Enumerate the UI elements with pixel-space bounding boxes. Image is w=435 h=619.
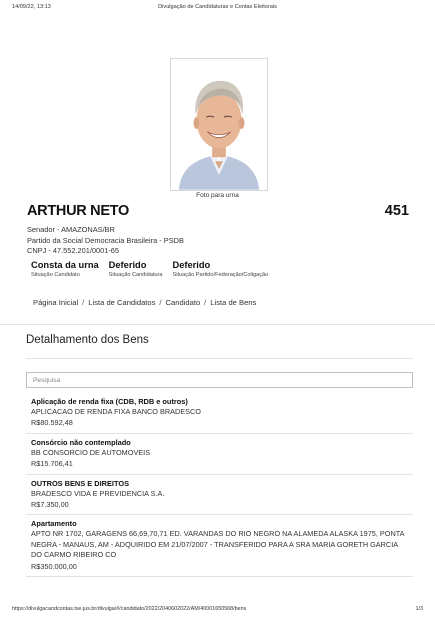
asset-item [26,475,413,516]
status-value: Deferido [108,260,147,270]
search-input[interactable] [26,372,413,388]
print-header [12,4,423,14]
asset-item [26,515,413,577]
asset-description: APTO NR 1702, GARAGENS 66,69,70,71 ED. VARANDAS DO RIO NEGRO NA ALAMEDA ALASKA 1975, PONTA NEGRA - MANAUS, AM - ADQUIRIDO EM 21/07/2007 - TRANSFERIDO PARA A SRA MARIA GORETH GARCIA DO CARMO RIBEIRO CO [31,529,405,560]
asset-category: OUTROS BENS E DIREITOS [31,478,130,488]
print-url: https://divulgacandcontas.tse.jus.br/divulga/#/candidato/2022/2040602022/AM/40001650568/bens [12,606,247,612]
candidate-party: Partido da Social Democracia Brasileira - PSDB [27,235,184,245]
print-page-title: Divulgação de Candidaturas e Contas Eleitorais [158,4,277,10]
candidate-office: Senador - AMAZONAS/BR [27,225,115,234]
section-title: Detalhamento dos Bens [26,334,149,346]
print-datetime: 14/09/22, 13:13 [12,4,51,10]
status-label: Situação Candidato [31,272,80,278]
asset-description: BRADESCO VIDA E PREVIDENCIA S.A. [31,488,165,498]
breadcrumb-separator: / [204,298,207,307]
candidate-name: ARTHUR NETO [27,203,129,219]
divider [0,324,435,325]
status-row [31,260,278,279]
status-candidate [31,260,99,279]
status-label: Situação Candidatura [108,272,163,278]
status-value: Deferido [172,260,211,270]
candidate-cnpj: CNPJ - 47.552.201/0001-65 [27,246,120,255]
status-candidacy [109,260,163,279]
asset-item [26,434,413,475]
print-footer [12,606,423,616]
asset-item [26,393,413,434]
breadcrumb [33,298,256,307]
asset-description: BB CONSORCIO DE AUTOMOVEIS [31,447,151,457]
breadcrumb-separator: / [82,298,85,307]
asset-category: Consórcio não contemplado [31,437,131,447]
breadcrumb-home[interactable]: Página Inicial [33,298,79,307]
asset-category: Apartamento [31,519,77,529]
candidate-info [27,225,184,257]
breadcrumb-separator: / [159,298,162,307]
candidate-photo [170,58,268,191]
breadcrumb-candidate[interactable]: Candidato [165,298,201,307]
print-page-number: 1/3 [415,606,423,612]
divider [26,358,413,359]
asset-value: R$80.592,48 [31,418,73,428]
asset-value: R$15.706,41 [31,459,73,469]
asset-category: Aplicação de renda fixa (CDB, RDB e outros) [31,397,188,406]
asset-value: R$7.350,00 [31,500,69,510]
status-party [172,260,268,279]
candidate-number: 451 [384,203,409,219]
breadcrumb-asset-list[interactable]: Lista de Bens [210,298,257,307]
asset-list [26,393,413,577]
status-label: Situação Partido/Federação/Coligação [172,272,269,278]
photo-caption: Foto para urna [196,192,239,199]
asset-value: R$350.000,00 [31,561,77,571]
status-value: Consta da urna [31,260,99,270]
breadcrumb-candidate-list[interactable]: Lista de Candidatos [88,298,156,307]
asset-description: APLICACAO DE RENDA FIXA BANCO BRADESCO [31,407,201,416]
